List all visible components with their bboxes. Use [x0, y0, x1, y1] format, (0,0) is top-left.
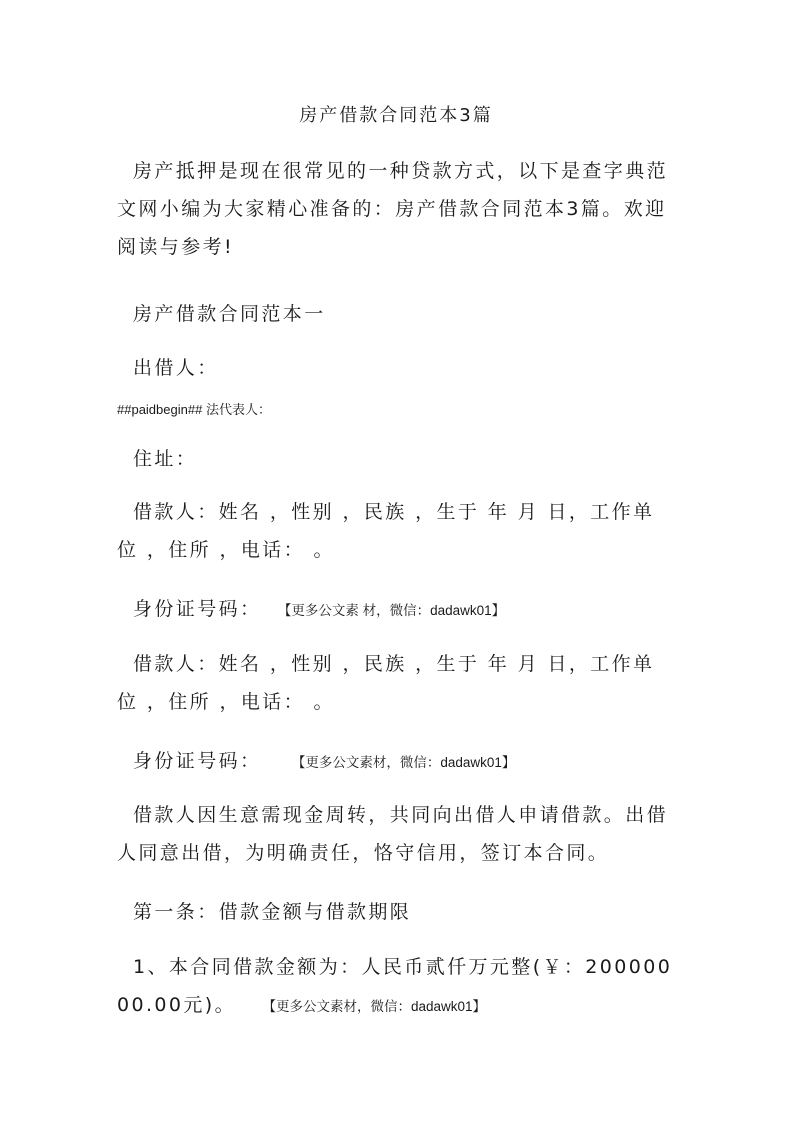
legal-rep-label: 法代表人：: [205, 402, 271, 417]
section-heading: 房产借款合同范本一: [133, 303, 326, 325]
id-line-1: [117, 590, 675, 630]
document-title: 房产借款合同范本3篇: [299, 105, 493, 126]
id-line-2: [117, 742, 675, 782]
id-label-1: 身份证号码：: [133, 598, 262, 620]
article-1-heading: 第一条：借款金额与借款期限: [133, 901, 412, 923]
purpose-paragraph: 借款人因生意需现金周转，共同向出借人申请借款。出借人同意出借，为明确责任，恪守信用，签订本合同。: [117, 804, 669, 864]
intro-paragraph: 房产抵押是现在很常见的一种贷款方式，以下是查字典范文网小编为大家精心准备的：房产借款合同范本3篇。欢迎阅读与参考!: [117, 160, 669, 258]
address-label: 住址：: [133, 448, 198, 470]
lender-label: 出借人：: [133, 357, 219, 379]
borrower-1-paragraph: 借款人：姓名 ，性别 ，民族 ，生于 年 月 日，工作单位 ，住所 ，电话： 。: [117, 501, 655, 561]
id-label-2: 身份证号码：: [133, 750, 262, 772]
clause-1-1-text: 1、本合同借款金额为：人民币贰仟万元整(￥：20000000.00元)。: [117, 956, 673, 1016]
paid-marker: ##paidbegin##: [117, 402, 203, 417]
promo-text-3: 【更多公文素材，微信：dadawk01】: [262, 999, 487, 1014]
borrower-2-paragraph: 借款人：姓名 ，性别 ，民族 ，生于 年 月 日，工作单位 ，住所 ，电话： 。: [117, 653, 655, 713]
promo-text-1: 【更多公文素 材，微信：dadawk01】: [277, 603, 506, 618]
clause-1-1: [117, 948, 675, 1026]
legal-rep-line: [117, 400, 675, 420]
promo-text-2: 【更多公文素材，微信：dadawk01】: [291, 755, 516, 770]
